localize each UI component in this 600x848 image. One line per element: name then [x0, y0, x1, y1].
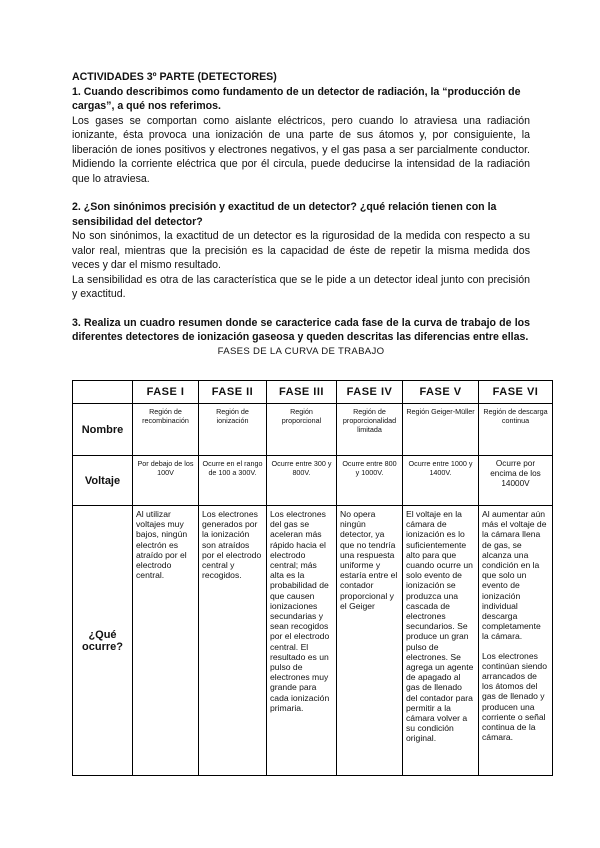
phases-table: [72, 380, 553, 776]
header-phase-2: FASE II: [199, 381, 267, 404]
ocurre-phase-5: [403, 506, 479, 776]
nombre-phase-1: Región de recombinación: [133, 404, 199, 456]
voltaje-phase-6: Ocurre por encima de los 14000V: [479, 456, 553, 506]
question-2: 2. ¿Son sinónimos precisión y exactitud de un detector? ¿qué relación tienen con la sensibilidad del detector?: [72, 201, 497, 228]
ocurre-phase-3: [267, 506, 337, 776]
ocurre-phase-4-text: No opera ningún detector, ya que no tendría una respuesta uniforme y estaría entre el contador proporcional y el Geiger: [340, 509, 398, 611]
header-phase-6: FASE VI: [479, 381, 553, 404]
document-title: ACTIVIDADES 3º PARTE (DETECTORES): [72, 71, 277, 83]
header-phase-1: FASE I: [133, 381, 199, 404]
answer-2-paragraph-1: No son sinónimos, la exactitud de un detector es la rigurosidad de la medida con respecto a su valor real, mientras que la precisión es la capacidad de éste de repetir la misma medida dos veces y dar el mismo resultado.: [72, 230, 530, 271]
row-label-ocurre: ¿Qué ocurre?: [73, 506, 133, 776]
header-empty: [73, 381, 133, 404]
voltaje-phase-4: Ocurre entre 800 y 1000V.: [337, 456, 403, 506]
ocurre-phase-2-text: Los electrones generados por la ionización son atraídos por el electrodo central y recogidos.: [202, 509, 262, 581]
voltaje-phase-2: Ocurre en el rango de 100 a 300V.: [199, 456, 267, 506]
voltaje-phase-1: Por debajo de los 100V: [133, 456, 199, 506]
row-label-voltaje: Voltaje: [73, 456, 133, 506]
question-3: 3. Realiza un cuadro resumen donde se caracterice cada fase de la curva de trabajo de los diferentes detectores de ionización gaseosa y queden descritas las diferencias entre ellas.: [72, 316, 530, 343]
header-phase-3: FASE III: [267, 381, 337, 404]
nombre-phase-5: Región Geiger-Müller: [403, 404, 479, 456]
answer-2-paragraph-2: La sensibilidad es otra de las característica que se le pide a un detector ideal junto con precisión y exactitud.: [72, 273, 530, 300]
ocurre-phase-1-text: Al utilizar voltajes muy bajos, ningún electrón es atraído por el electrodo central.: [136, 509, 188, 581]
ocurre-phase-4: [337, 506, 403, 776]
header-phase-4: FASE IV: [337, 381, 403, 404]
ocurre-phase-1: [133, 506, 199, 776]
ocurre-phase-6: [479, 506, 553, 776]
ocurre-phase-3-text: Los electrones del gas se aceleran más rápido hacia el electrodo central; más alta es la probabilidad de que causen ionizaciones secundarias y sean recogidos por el electrodo central. El resultado es un pulso de electrones muy grande para cada ionización primaria.: [270, 509, 330, 713]
answer-1: Los gases se comportan como aislante eléctricos, pero cuando lo atraviesa una radiación ionizante, ésta provoca una ionización de una parte de sus átomos y, por consiguiente, la liberación de iones positivos y electrones negativos, y el gas pasa a ser parcialmente conductor. Midiendo la corriente eléctrica que por él circula, puede deducirse la intensidad de la radiación que lo atraviesa.: [72, 114, 530, 185]
nombre-phase-6: Región de descarga continua: [479, 404, 553, 456]
ocurre-phase-5-text: El voltaje en la cámara de ionización es lo suficientemente alto para que cuando ocurre un solo evento de ionización se produzca una cascada de electrones secundarios. Se produce un gran pulso de electrones. Se agrega un agente de apagado al gas de llenado del contador para permitir a la cámara volver a su condición original.: [406, 509, 474, 744]
table-header-row: [73, 381, 553, 404]
table-row-nombre: [73, 404, 553, 456]
nombre-phase-2: Región de ionización: [199, 404, 267, 456]
ocurre-phase-2: [199, 506, 267, 776]
table-caption: FASES DE LA CURVA DE TRABAJO: [217, 345, 385, 357]
row-label-nombre: Nombre: [73, 404, 133, 456]
voltaje-phase-3: Ocurre entre 300 y 800V.: [267, 456, 337, 506]
voltaje-phase-5: Ocurre entre 1000 y 1400V.: [403, 456, 479, 506]
table-row-voltaje: [73, 456, 553, 506]
table-row-ocurre: [73, 506, 553, 776]
nombre-phase-3: Región proporcional: [267, 404, 337, 456]
header-phase-5: FASE V: [403, 381, 479, 404]
document-body: [72, 70, 530, 360]
nombre-phase-4: Región de proporcionalidad limitada: [337, 404, 403, 456]
question-1: 1. Cuando describimos como fundamento de un detector de radiación, la “producción de cargas”, a qué nos referimos.: [72, 85, 521, 112]
ocurre-phase-6-text-2: Los electrones continúan siendo arrancados de los átomos del gas de llenado y producen una corriente o señal continua de la cámara.: [482, 650, 547, 743]
ocurre-phase-6-text-1: Al aumentar aún más el voltaje de la cámara llena de gas, se alcanza una condición en la que solo un evento de ionización individual descarga completamente la cámara.: [482, 509, 547, 642]
